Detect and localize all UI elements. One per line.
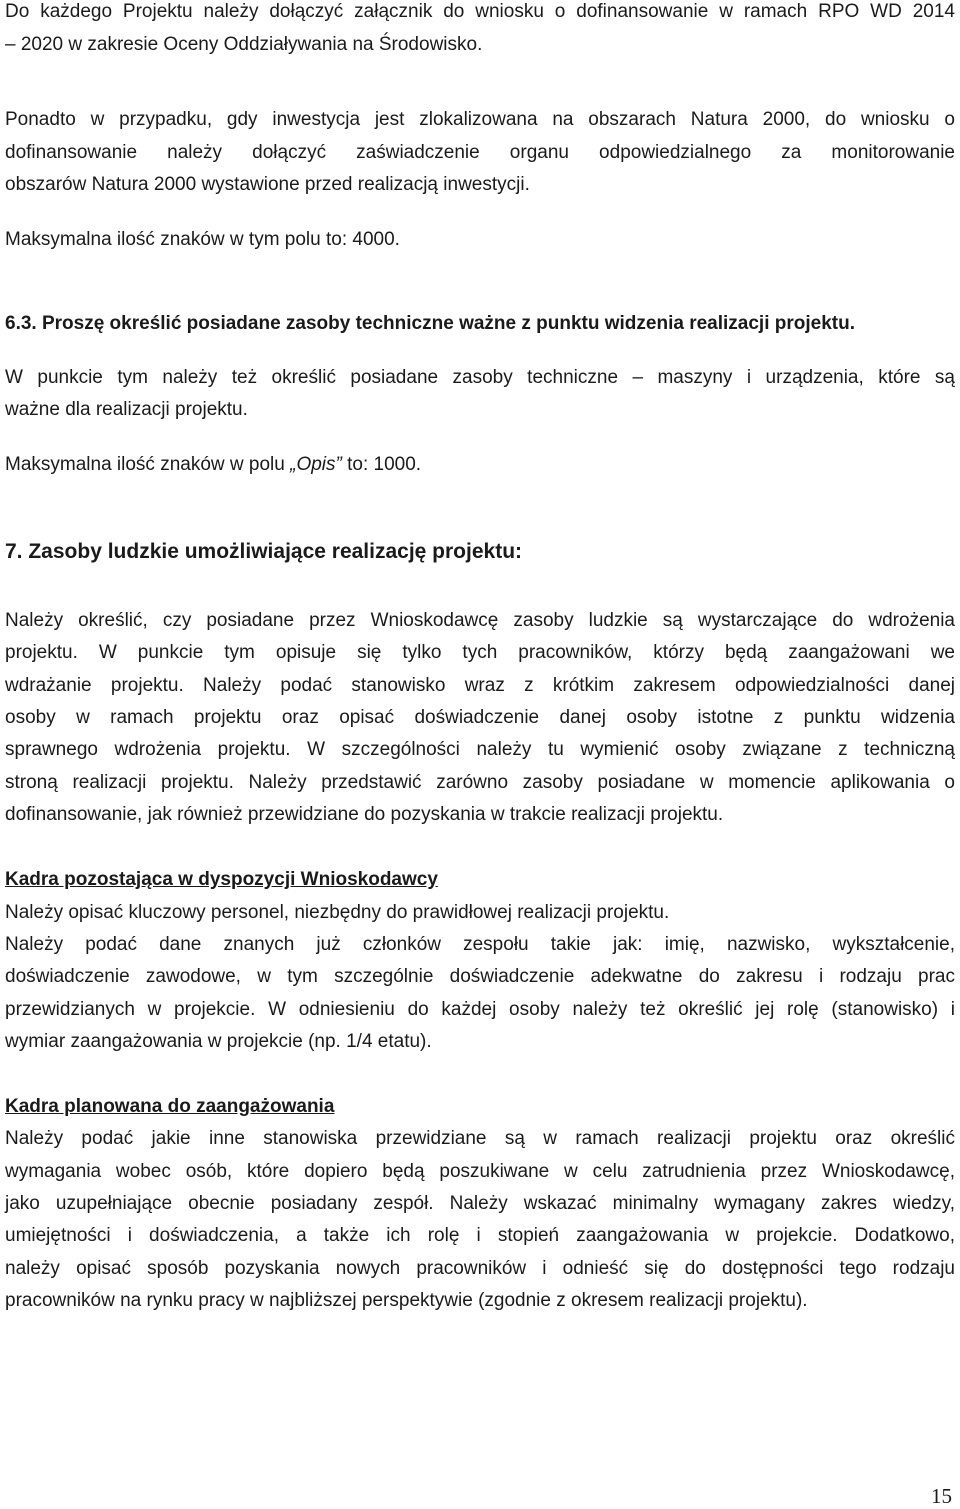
kadra-planowana-line: pracowników na rynku pracy w najbliższej perspektywie (zgodnie z okresem realizacji projektu). [5, 1290, 808, 1311]
kadra-planowana-line: Należy podać jakie inne stanowiska przewidziane są w ramach realizacji projektu oraz określić [5, 1128, 955, 1149]
section-7-line: wdrażanie projektu. Należy podać stanowisko wraz z krótkim zakresem odpowiedzialności danej [5, 675, 955, 696]
kadra-pozostajaca-line: Należy podać dane znanych już członków zespołu takie jak: imię, nazwisko, wykształcenie, [5, 934, 955, 955]
section-7-line: Należy określić, czy posiadane przez Wnioskodawcę zasoby ludzkie są wystarczające do wdrożenia [5, 610, 955, 631]
max-chars-suffix: to: 1000. [341, 454, 422, 475]
kadra-planowana-line: umiejętności i doświadczenia, a także ich rolę i stopień zaangażowania w projekcie. Dodatkowo, [5, 1225, 955, 1246]
section-7-line: dofinansowanie, jak również przewidziane do pozyskania w trakcie realizacji projektu. [5, 804, 724, 825]
kadra-pozostajaca-line: wymiar zaangażowania w projekcie (np. 1/4 etatu). [5, 1031, 432, 1052]
kadra-planowana-heading: Kadra planowana do zaangażowania [5, 1096, 335, 1117]
section-6-3-line-2: ważne dla realizacji projektu. [5, 399, 248, 420]
section-6-3-heading: 6.3. Proszę określić posiadane zasoby techniczne ważne z punktu widzenia realizacji projektu. [5, 313, 855, 334]
max-chars-prefix: Maksymalna ilość znaków w polu [5, 454, 291, 475]
max-chars-field-name: „Opis” [290, 454, 342, 475]
section-7-line: projektu. W punkcie tym opisuje się tylko tych pracowników, którzy będą zaangażowani we [5, 642, 955, 663]
kadra-pozostajaca-line: Należy opisać kluczowy personel, niezbędny do prawidłowej realizacji projektu. [5, 902, 670, 923]
kadra-planowana-line: wymagania wobec osób, które dopiero będą poszukiwane w celu zatrudnienia przez Wnioskodawcę, [5, 1161, 955, 1182]
natura-line-2: dofinansowanie należy dołączyć zaświadczenie organu odpowiedzialnego za monitorowanie [5, 142, 955, 163]
kadra-pozostajaca-line: przewidzianych w projekcie. W odniesieniu do każdej osoby należy też określić jej rolę (stanowisko) i [5, 999, 955, 1020]
natura-max-chars: Maksymalna ilość znaków w tym polu to: 4000. [5, 229, 400, 250]
section-7-line: sprawnego wdrożenia projektu. W szczególności należy tu wymienić osoby związane z techniczną [5, 739, 955, 760]
section-7-line: stroną realizacji projektu. Należy przedstawić zarówno zasoby posiadane w momencie aplikowania o [5, 772, 955, 793]
section-6-3-line-1: W punkcie tym należy też określić posiadane zasoby techniczne – maszyny i urządzenia, które są [5, 367, 955, 388]
section-7-line: osoby w ramach projektu oraz opisać doświadczenie danej osoby istotne z punktu widzenia [5, 707, 955, 728]
intro-line-2: – 2020 w zakresie Oceny Oddziaływania na Środowisko. [5, 34, 483, 55]
kadra-pozostajaca-heading: Kadra pozostająca w dyspozycji Wnioskodawcy [5, 869, 438, 890]
kadra-planowana-line: należy opisać sposób pozyskania nowych pracowników i odnieść się do dostępności tego rodzaju [5, 1258, 955, 1279]
natura-line-1: Ponadto w przypadku, gdy inwestycja jest zlokalizowana na obszarach Natura 2000, do wniosku o [5, 109, 955, 130]
natura-line-3: obszarów Natura 2000 wystawione przed realizacją inwestycji. [5, 174, 530, 195]
kadra-pozostajaca-line: doświadczenie zawodowe, w tym szczególnie doświadczenie adekwatne do zakresu i rodzaju prac [5, 966, 955, 987]
intro-line-1: Do każdego Projektu należy dołączyć załącznik do wniosku o dofinansowanie w ramach RPO WD 2014 [5, 1, 955, 22]
page-number: 15 [931, 1484, 952, 1508]
section-7-heading: 7. Zasoby ludzkie umożliwiające realizację projektu: [5, 540, 523, 563]
section-6-3-max-chars [5, 453, 955, 477]
kadra-planowana-line: jako uzupełniające obecnie posiadany zespół. Należy wskazać minimalny wymagany zakres wiedzy, [5, 1193, 955, 1214]
